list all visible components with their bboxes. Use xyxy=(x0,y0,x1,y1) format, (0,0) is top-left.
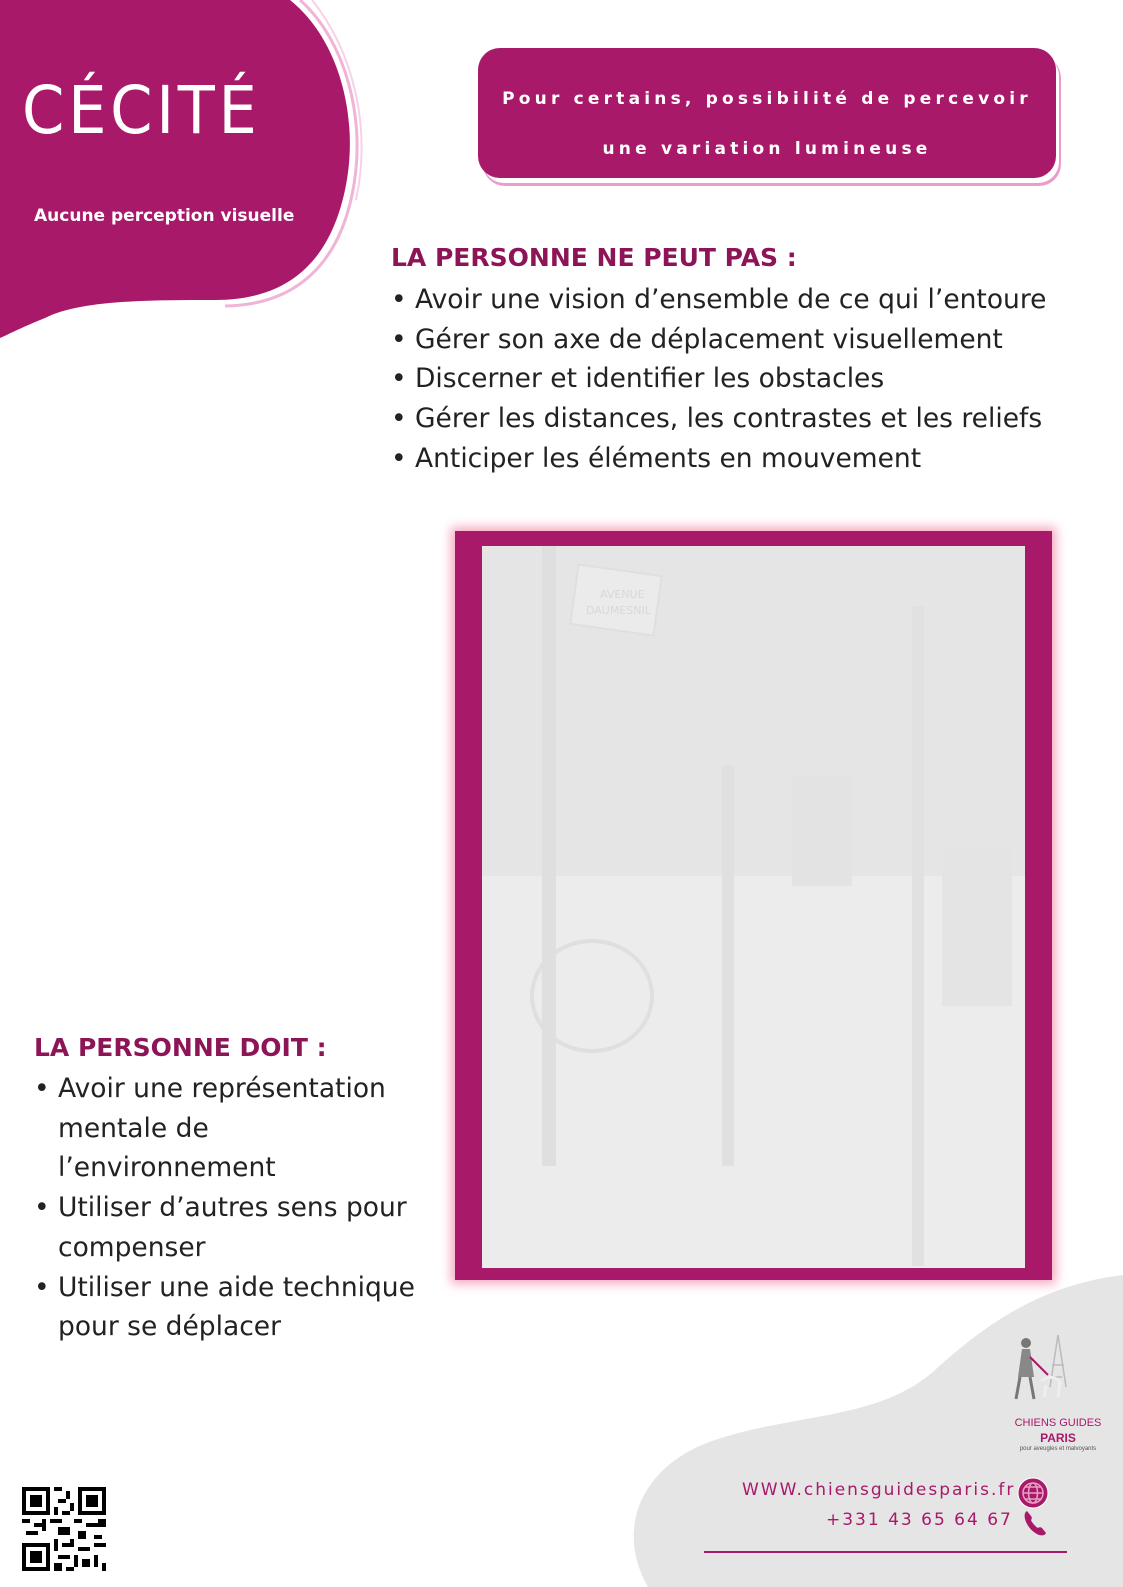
must-section-title: LA PERSONNE DOIT : xyxy=(34,1033,327,1062)
website-link[interactable]: WWW.chiensguidesparis.fr xyxy=(742,1480,1016,1500)
logo xyxy=(1008,1325,1108,1452)
phone-icon xyxy=(1022,1509,1048,1537)
logo-text-1: CHIENS GUIDES xyxy=(1014,1417,1102,1429)
list-item: • Utiliser d’autres sens pour compenser xyxy=(34,1188,419,1267)
footer-divider xyxy=(704,1551,1067,1553)
page-title: CÉCITÉ xyxy=(22,72,261,149)
logo-text-2: PARIS xyxy=(1040,1431,1076,1445)
list-item: • Gérer les distances, les contrastes et les reliefs xyxy=(391,399,1111,439)
phone-number: +331 43 65 64 67 xyxy=(826,1510,1013,1530)
cannot-section-title: LA PERSONNE NE PEUT PAS : xyxy=(391,243,797,272)
logo-text-3: pour aveugles et malvoyants xyxy=(1019,1446,1097,1452)
list-item: • Discerner et identifier les obstacles xyxy=(391,359,1111,399)
page-subtitle: Aucune perception visuelle xyxy=(34,206,295,226)
list-item: • Gérer son axe de déplacement visuellement xyxy=(391,320,1111,360)
qr-code[interactable] xyxy=(22,1487,106,1571)
sign-text-1: AVENUE xyxy=(600,588,645,601)
globe-icon xyxy=(1016,1476,1050,1510)
logo-illustration xyxy=(1008,1325,1108,1415)
list-item: • Utiliser une aide technique pour se déplacer xyxy=(34,1268,419,1347)
list-item: • Avoir une vision d’ensemble de ce qui l’entoure xyxy=(391,280,1111,320)
list-item: • Avoir une représentation mentale de l’environnement xyxy=(34,1069,419,1188)
note-line-2: une variation lumineuse xyxy=(602,139,932,159)
list-item: • Anticiper les éléments en mouvement xyxy=(391,439,1111,479)
sign-text-2: DAUMESNIL xyxy=(586,604,651,617)
note-line-1: Pour certains, possibilité de percevoir xyxy=(502,89,1032,109)
